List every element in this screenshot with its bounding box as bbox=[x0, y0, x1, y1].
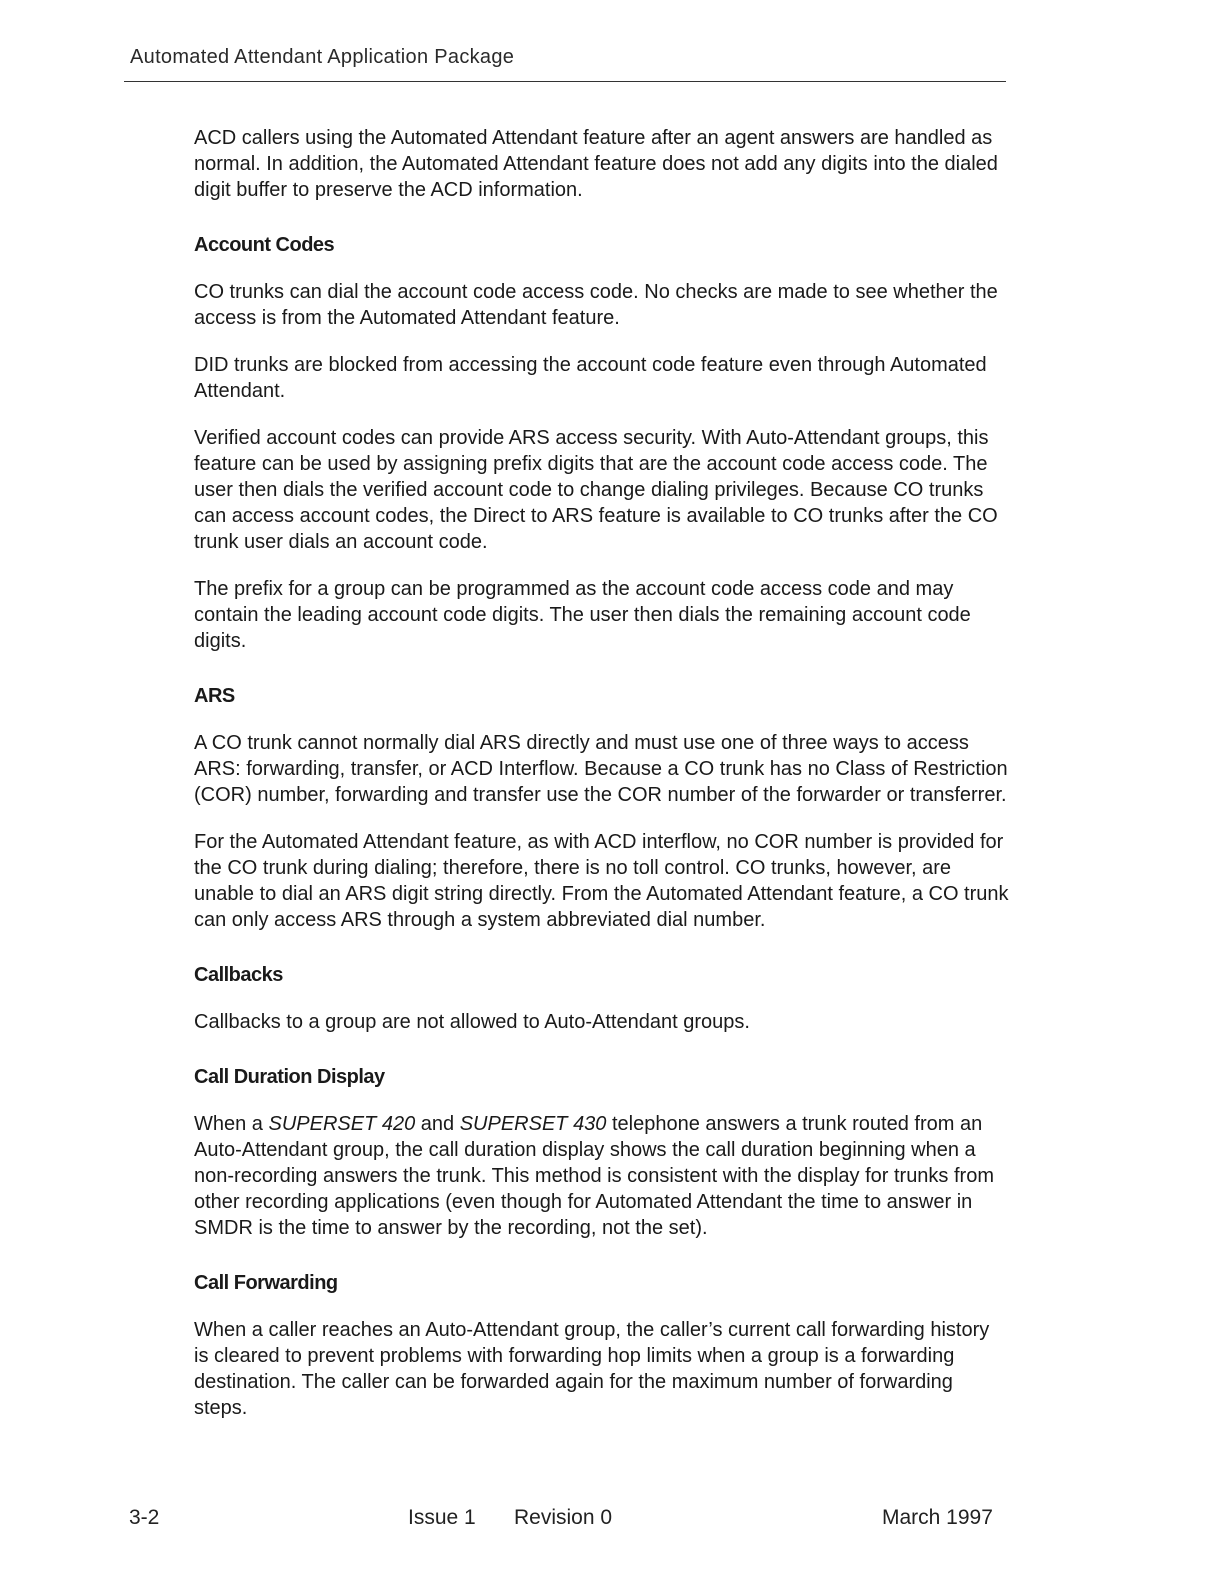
page-body bbox=[194, 125, 1009, 1442]
call-duration-text-a: When a bbox=[194, 1113, 269, 1135]
heading-ars: ARS bbox=[194, 685, 235, 707]
footer-date: March 1997 bbox=[882, 1506, 993, 1529]
call-forwarding-paragraph: When a caller reaches an Auto-Attendant group, the caller’s current call forwarding history is cleared to prevent problems with forwarding hop limits when a group is a forwarding destination. The caller can be forwarded again for the maximum number of forwarding steps. bbox=[194, 1319, 990, 1419]
call-duration-text-b: and bbox=[415, 1113, 460, 1135]
running-header: Automated Attendant Application Package bbox=[130, 46, 515, 68]
footer-issue: Issue 1 bbox=[408, 1506, 476, 1529]
call-duration-text-c: telephone answers a trunk routed from an Auto-Attendant group, the call duration display shows the call duration beginning when a non-recording answers the trunk. This method is consistent with the display for trunks from other recording applications (even though for Automated Attendant the time to answer in SMDR is the time to answer by the recording, not the set). bbox=[194, 1113, 994, 1239]
heading-account-codes: Account Codes bbox=[194, 234, 335, 256]
header-rule bbox=[124, 81, 1006, 82]
callbacks-paragraph: Callbacks to a group are not allowed to Auto-Attendant groups. bbox=[194, 1011, 750, 1033]
account-codes-paragraph-1: CO trunks can dial the account code access code. No checks are made to see whether the access is from the Automated Attendant feature. bbox=[194, 281, 998, 329]
ars-paragraph-2: For the Automated Attendant feature, as with ACD interflow, no COR number is provided for the CO trunk during dialing; therefore, there is no toll control. CO trunks, however, are unable to dial an ARS digit string directly. From the Automated Attendant feature, a CO trunk can only access ARS through a system abbreviated dial number. bbox=[194, 831, 1009, 931]
footer-revision: Revision 0 bbox=[514, 1506, 613, 1529]
account-codes-paragraph-2: DID trunks are blocked from accessing the account code feature even through Automated Attendant. bbox=[194, 354, 987, 402]
product-name-superset-430: SUPERSET 430 bbox=[459, 1113, 607, 1135]
call-duration-paragraph bbox=[194, 1111, 1009, 1241]
product-name-superset-420: SUPERSET 420 bbox=[268, 1113, 416, 1135]
account-codes-paragraph-3: Verified account codes can provide ARS access security. With Auto-Attendant groups, this feature can be used by assigning prefix digits that are the account code access code. The user then dials the verified account code to change dialing privileges. Because CO trunks can access account codes, the Direct to ARS feature is available to CO trunks after the CO trunk user dials an account code. bbox=[194, 427, 998, 553]
intro-paragraph: ACD callers using the Automated Attendant feature after an agent answers are handled as normal. In addition, the Automated Attendant feature does not add any digits into the dialed digit buffer to preserve the ACD information. bbox=[194, 127, 998, 201]
footer-page-number: 3-2 bbox=[129, 1506, 160, 1529]
account-codes-paragraph-4: The prefix for a group can be programmed as the account code access code and may contain the leading account code digits. The user then dials the remaining account code digits. bbox=[194, 578, 971, 652]
heading-call-duration-display: Call Duration Display bbox=[194, 1066, 385, 1088]
ars-paragraph-1: A CO trunk cannot normally dial ARS directly and must use one of three ways to access ARS: forwarding, transfer, or ACD Interflow. Because a CO trunk has no Class of Restriction (COR) number, forwarding and transfer use the COR number of the forwarder or transferrer. bbox=[194, 732, 1008, 806]
heading-callbacks: Callbacks bbox=[194, 964, 283, 986]
heading-call-forwarding: Call Forwarding bbox=[194, 1272, 338, 1294]
